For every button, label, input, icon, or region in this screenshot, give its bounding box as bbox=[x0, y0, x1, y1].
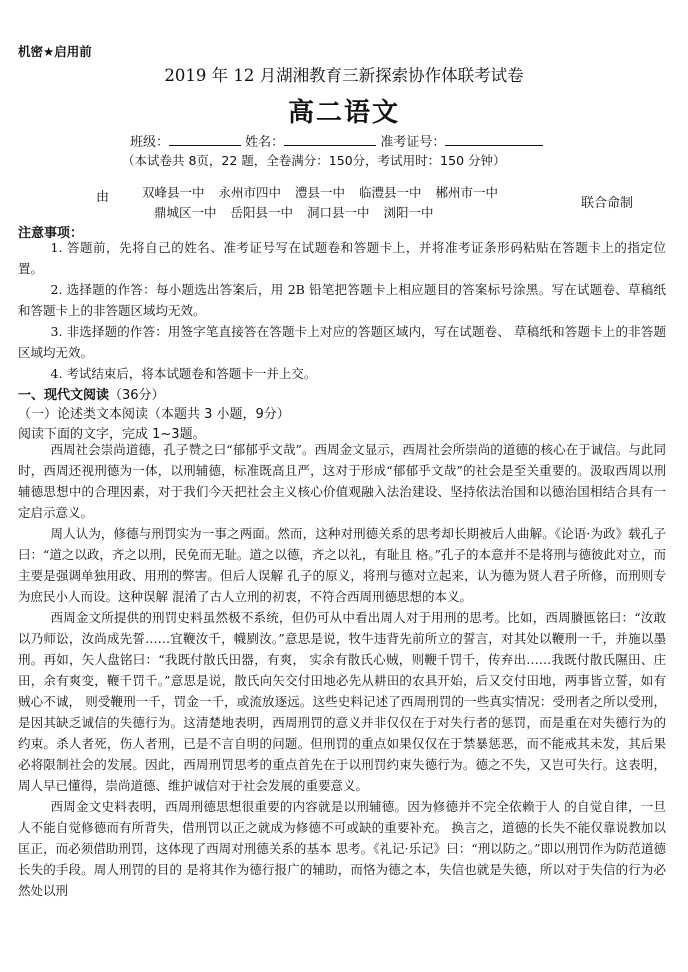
school-row-2 bbox=[142, 203, 508, 223]
school-name: 鼎城区一中 bbox=[154, 205, 217, 220]
exam-title: 2019 年 12 月湖湘教育三新探索协作体联考试卷 bbox=[164, 66, 524, 85]
school-name: 澧县一中 bbox=[295, 185, 346, 200]
reading-passage bbox=[18, 439, 666, 901]
class-label: 班级： bbox=[130, 135, 170, 150]
secret-mark: 机密★启用前 bbox=[18, 44, 92, 59]
notice-item: 1. 答题前，先将自己的姓名、准考证号写在试题卷和答题卡上，并将准考证条形码粘贴在答题卡上的指定位置。 bbox=[18, 240, 666, 276]
name-blank bbox=[284, 133, 376, 146]
section-title: 一、现代文阅读 bbox=[18, 388, 110, 403]
school-name: 浏阳一中 bbox=[383, 205, 434, 220]
part-heading: （一）论述类文本阅读（本题共 3 小题，9分） bbox=[18, 407, 290, 422]
exam-note: （本试卷共 8页，22 题，全卷满分：150分，考试用时：150 分钟） bbox=[122, 153, 506, 168]
school-row-1 bbox=[142, 183, 508, 203]
notice-list bbox=[18, 237, 666, 384]
school-name: 郴州市一中 bbox=[435, 185, 499, 200]
notice-heading: 注意事项： bbox=[18, 226, 84, 241]
section-heading bbox=[18, 384, 165, 403]
notice-item: 3. 非选择题的作答：用签字笔直接答在答题卡上对应的答题区域内，写在试题卷、 草稿纸和答题卡上的非答题区域均无效。 bbox=[18, 324, 666, 360]
candidate-info-line bbox=[130, 131, 543, 150]
name-label: 姓名： bbox=[245, 135, 285, 150]
school-name: 双峰县一中 bbox=[142, 185, 205, 200]
section-score: （36分） bbox=[109, 388, 165, 403]
passage-paragraph: 周人认为，修德与刑罚实为一事之两面。然而，这种对刑德关系的思考却长期被后人曲解。《论语·为政》载孔子曰：“道之以政，齐之以刑，民免而无耻。道之以德，齐之以礼，有耻且 格。”孔子的本意并不是将刑与德彼此对立，而主要是强调单独用政、用刑的弊害。但后人误解 孔子的原义，将刑与德对立起来，认为德为贤人君子所修，而刑则专为庶民小人而设。这种误解 混淆了古人立刑的初衷，不符合西周刑德思想的本义。 bbox=[18, 526, 667, 604]
ticket-label: 准考证号： bbox=[380, 135, 446, 150]
class-blank bbox=[169, 133, 241, 146]
school-name: 岳阳县一中 bbox=[230, 205, 294, 220]
school-list bbox=[142, 183, 508, 223]
subject-title: 高二语文 bbox=[287, 98, 400, 128]
passage-paragraph: 西周社会崇尚道德，孔子赞之曰“郁郁乎文哉”。西周金文显示，西周社会所崇尚的道德的核心在于诚信。与此同时，西周还视刑德为一体，以刑辅德，标准既高且严，这对于形成“郁郁乎文哉”的社会是至关重要的。汲取西周以刑辅德思想中的合理因素，对于我们今天把社会主义核心价值观融入法治建设、坚持依法治国和以德治国相结合具有一定启示意义。 bbox=[18, 442, 666, 520]
by-label: 由 bbox=[96, 190, 110, 205]
passage-paragraph: 西周金文所提供的刑罚史料虽然极不系统，但仍可从中看出周人对于用刑的思考。比如，西周賸匜铭曰：“汝敢以乃师讼，汝尚成先誓……宜鞭汝千，幭剭汝。”意思是说，牧牛违背先前所立的誓言，对其处以鞭刑一千，并施以墨刑。再如，矢人盘铭曰：“我既付散氏田器，有爽， 实余有散氏心贼，则鞭千罚千，传弃出……我既付散氏隰田、庄田，余有爽变，鞭千罚千。”意思是说，散氏向矢交付田地必先从耕田的农具开始，后又交付田地，两事皆立誓，如有贼心不诚， 则受鞭刑一千，罚金一千，或流放逐远。这些史料记述了西周刑罚的一些真实情况：受刑者之所以受刑，是因其缺乏诚信的失德行为。这清楚地表明，西周刑罚的意义并非仅仅在于对失行者的惩罚，而是重在对失德行为的约束。杀人者死，伤人者刑，已是不言自明的问题。但刑罚的重点如果仅仅在于禁暴惩恶，而不能戒其未发，其后果必将限制社会的发展。因此，西周刑罚思考的重点首先在于以刑罚约束失德行为。德之不失，又岂可失行。这表明，周人早已懂得，崇尚道德、维护诚信对于社会发展的重要意义。 bbox=[18, 610, 666, 793]
notice-item: 4. 考试结束后，将本试题卷和答题卡一并上交。 bbox=[50, 366, 317, 381]
school-name: 永州市四中 bbox=[218, 185, 282, 200]
ticket-blank bbox=[445, 133, 543, 146]
school-name: 临澧县一中 bbox=[359, 185, 422, 200]
joint-authorship: 联合命制 bbox=[581, 196, 634, 211]
reading-instruction: 阅读下面的文字，完成 1~3题。 bbox=[18, 427, 206, 442]
passage-paragraph: 西周金文史料表明，西周刑德思想很重要的内容就是以刑辅德。因为修德并不完全依赖于人 的自觉自律，一旦人不能自觉修德而有所背失，借刑罚以正之就成为修德不可或缺的重要补充。 换言之，道德的长失不能仅靠说教加以匡正，而必须借助刑罚，这体现了西周对刑德关系的基本 思考。《礼记·乐记》曰：“刑以防之。”即以刑罚作为防范道德长失的手段。周人刑罚的目的 是将其作为德行报广的辅助，而恪为德之本，失信也就是失德，所以对于失信的行为必然处以刑 bbox=[18, 799, 666, 898]
notice-item: 2. 选择题的作答：每小题选出答案后，用 2B 铅笔把答题卡上相应题目的答案标号涂黑。写在试题卷、草稿纸和答题卡上的非答题区域均无效。 bbox=[18, 282, 666, 318]
school-name: 洞口县一中 bbox=[307, 205, 370, 220]
